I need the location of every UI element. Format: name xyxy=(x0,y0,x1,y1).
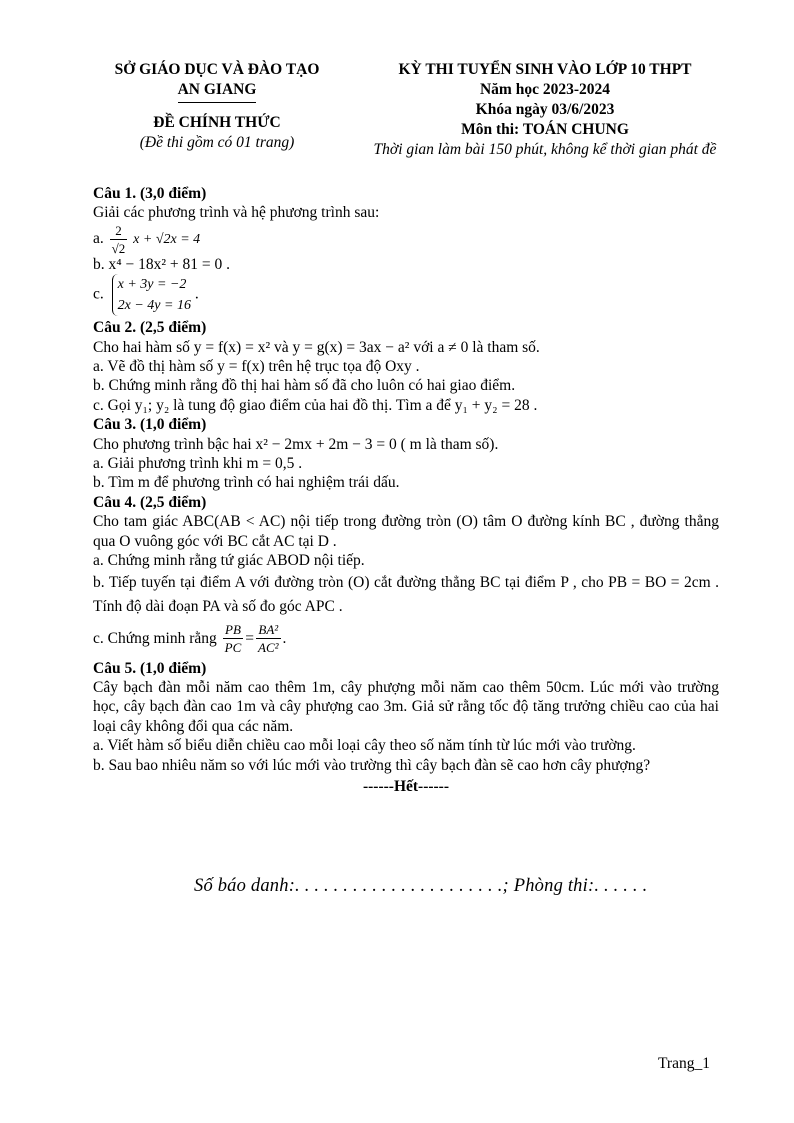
question-4c: c. Chứng minh rằng $\frac{PB}{PC}$ = $\frac{\text{BA²}}{\text{AC²}}$ . xyxy=(93,622,287,656)
question-2-title: Câu 2. (2,5 điểm) xyxy=(93,319,207,337)
question-3-title: Câu 3. (1,0 điểm) xyxy=(93,416,207,434)
subject-name: Môn thi: TOÁN CHUNG xyxy=(461,121,629,138)
q1c-system xyxy=(112,274,191,316)
question-5-intro: Cây bạch đàn mỗi năm cao thêm 1m, cây phượng mỗi năm cao thêm 50cm. Lúc mới vào trường học, cây bạch đàn cao 1m và cây phượng cao 3m. Giả sử rằng tốc độ tăng trưởng chiều cao của hai loại cây không đổi qua các năm. xyxy=(93,678,719,735)
header-left xyxy=(90,60,344,153)
province-name: AN GIANG xyxy=(177,81,257,98)
q1a-numerator: 2 xyxy=(110,224,128,240)
q4c-num-right: BA² xyxy=(256,623,281,639)
end-mark: ------Hết------ xyxy=(362,777,450,795)
question-1b: b. x⁴ − 18x² + 81 = 0 . xyxy=(93,255,231,273)
candidate-info-line: Số báo danh:. . . . . . . . . . . . . . . . . . . . . .; Phòng thi:. . . . . . xyxy=(194,876,648,896)
q4c-num-left: PB xyxy=(223,623,244,639)
school-year: Năm học 2023-2024 xyxy=(479,81,611,98)
question-3a: a. Giải phương trình khi m = 0,5 . xyxy=(93,455,303,473)
q4c-den-right: AC² xyxy=(258,640,279,656)
question-5-title: Câu 5. (1,0 điểm) xyxy=(93,659,207,677)
q1c-equation-2: 2x − 4y = 16 xyxy=(117,298,191,314)
question-1-title: Câu 1. (3,0 điểm) xyxy=(93,185,207,202)
q1c-equation-1: x + 3y = −2 xyxy=(117,277,187,293)
q4c-end: . xyxy=(282,629,287,647)
exam-date: Khóa ngày 03/6/2023 xyxy=(475,101,615,118)
question-5a: a. Viết hàm số biểu diễn chiều cao mỗi loại cây theo số năm tính từ lúc mới vào trường. xyxy=(93,737,636,755)
question-1c xyxy=(93,274,719,318)
time-note: Thời gian làm bài 150 phút, không kể thời gian phát đề xyxy=(373,141,717,158)
page-count-note: (Đề thi gồm có 01 trang) xyxy=(139,134,295,151)
question-2c: c. Gọi y₁; y₂ là tung độ giao điểm của hai đồ thị. Tìm a để y₁ + y₂ = 28 . xyxy=(93,396,538,414)
question-1a xyxy=(93,223,719,255)
q1a-equation: x + √2x = 4 xyxy=(133,231,201,247)
question-4b: b. Tiếp tuyến tại điểm A với đường tròn (O) cắt đường thẳng BC tại điểm P , cho PB = BO = 2cm . Tính độ dài đoạn PA và số đo góc APC . xyxy=(93,573,719,615)
q1a-fraction xyxy=(110,224,128,255)
question-3-intro: Cho phương trình bậc hai x² − 2mx + 2m − 3 = 0 ( m là tham số). xyxy=(93,435,499,453)
official-exam-label: ĐỀ CHÍNH THỨC xyxy=(153,114,281,131)
q1a-denominator: √2 xyxy=(111,240,126,256)
question-3b: b. Tìm m để phương trình có hai nghiệm trái dấu. xyxy=(93,474,400,492)
question-5b: b. Sau bao nhiêu năm so với lúc mới vào trường thì cây bạch đàn sẽ cao hơn cây phượng? xyxy=(93,756,651,774)
question-2a: a. Vẽ đồ thị hàm số y = f(x) trên hệ trục tọa độ Oxy . xyxy=(93,358,420,376)
question-4-intro: Cho tam giác ABC(AB < AC) nội tiếp trong đường tròn (O) tâm O đường kính BC , đường thẳng qua O vuông góc với BC cắt AC tại D . xyxy=(93,513,719,550)
question-1-intro: Giải các phương trình và hệ phương trình sau: xyxy=(93,204,380,222)
q4c-fraction-right xyxy=(256,623,281,654)
exam-name: KỲ THI TUYỂN SINH VÀO LỚP 10 THPT xyxy=(398,61,692,78)
page-number: Trang_1 xyxy=(658,1055,710,1072)
question-4-title: Câu 4. (2,5 điểm) xyxy=(93,493,207,511)
question-2b: b. Chứng minh rằng đồ thị hai hàm số đã cho luôn có hai giao điểm. xyxy=(93,377,516,395)
question-4a: a. Chứng minh rằng tứ giác ABOD nội tiếp. xyxy=(93,552,365,570)
q4c-label: c. Chứng minh rằng xyxy=(93,629,217,647)
question-2-intro: Cho hai hàm số y = f(x) = x² và y = g(x) = 3ax − a² với a ≠ 0 là tham số. xyxy=(93,338,540,356)
q1a-label: a. xyxy=(93,229,104,247)
q4c-fraction-left xyxy=(223,623,244,654)
header-right xyxy=(330,60,760,160)
department-name: SỞ GIÁO DỤC VÀ ĐÀO TẠO xyxy=(114,61,320,78)
q1c-end: . xyxy=(194,285,199,303)
exam-content xyxy=(93,184,719,796)
q4c-den-left: PC xyxy=(224,640,242,656)
q1c-label: c. xyxy=(93,285,104,303)
